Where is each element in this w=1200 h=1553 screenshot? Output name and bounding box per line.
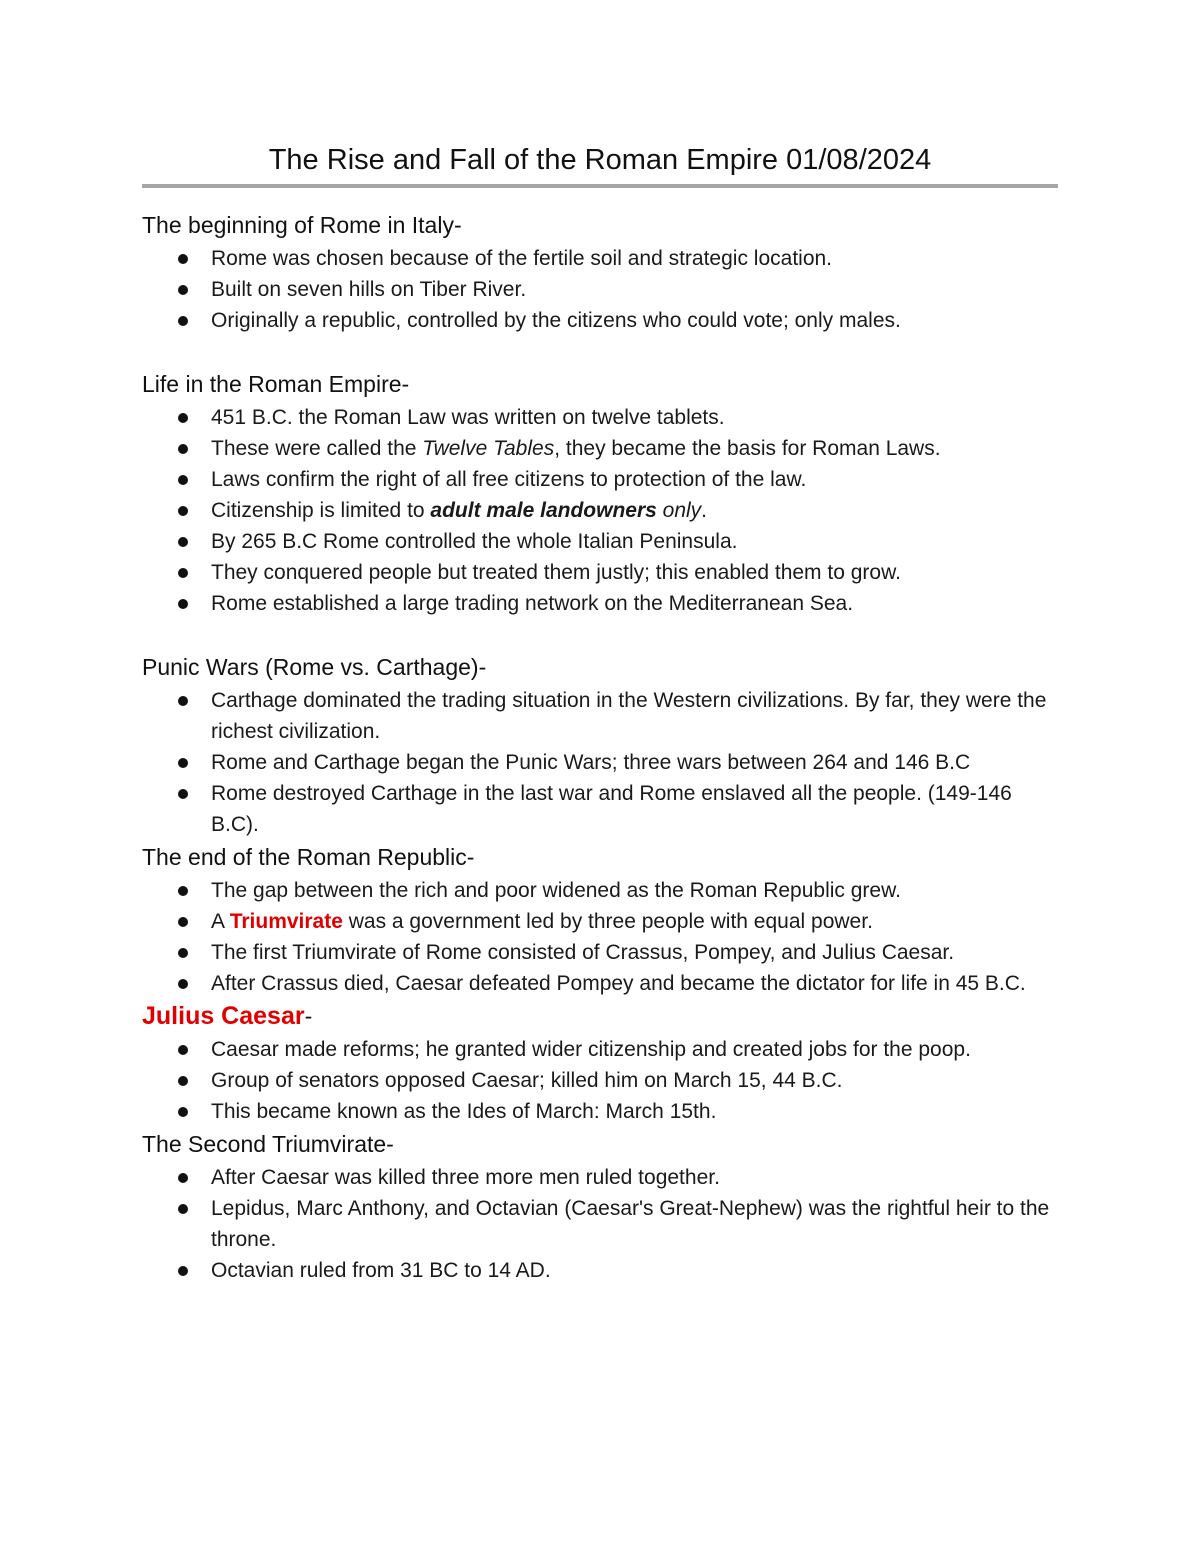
section-second-triumvirate xyxy=(142,1129,1058,1286)
bullet-list xyxy=(142,1034,1058,1127)
list-item-text: 451 B.C. the Roman Law was written on twelve tablets. xyxy=(211,406,725,429)
bullet-icon xyxy=(178,475,188,485)
list-item-text: Group of senators opposed Caesar; killed him on March 15, 44 B.C. xyxy=(211,1069,843,1092)
list-item-text: Laws confirm the right of all free citizens to protection of the law. xyxy=(211,468,807,491)
list-item-text-highlight: Triumvirate xyxy=(229,910,343,933)
section-heading-text: Julius Caesar xyxy=(142,1002,305,1030)
list-item xyxy=(142,968,1058,999)
section-heading-dash: - xyxy=(304,1003,313,1029)
list-item-text-pre: These were called the xyxy=(211,437,423,460)
bullet-icon xyxy=(178,1076,188,1086)
list-item-text: Carthage dominated the trading situation in the Western civilizations. By far, they were the richest civilization. xyxy=(211,689,1047,743)
bullet-icon xyxy=(178,537,188,547)
bullet-icon xyxy=(178,758,188,768)
list-item-text-post: . xyxy=(701,499,708,522)
list-item xyxy=(142,274,1058,305)
bullet-icon xyxy=(178,1045,188,1055)
list-item-text: Octavian ruled from 31 BC to 14 AD. xyxy=(211,1259,551,1282)
list-item-text-italic: only xyxy=(656,499,702,522)
section-heading-text: The beginning of Rome in Italy xyxy=(142,212,454,238)
section-heading-dash: - xyxy=(478,654,487,680)
list-item xyxy=(142,1034,1058,1065)
page-title: The Rise and Fall of the Roman Empire 01/08/2024 xyxy=(268,144,932,176)
section-heading-dash: - xyxy=(386,1131,394,1157)
list-item-text: After Crassus died, Caesar defeated Pompey and became the dictator for life in 45 B.C. xyxy=(211,972,1026,995)
list-item-text: After Caesar was killed three more men ruled together. xyxy=(211,1166,720,1189)
bullet-icon xyxy=(178,413,188,423)
list-item-text: Rome established a large trading network on the Mediterranean Sea. xyxy=(211,592,854,615)
list-item xyxy=(142,402,1058,433)
section-end-of-republic xyxy=(142,842,1058,999)
section-punic-wars xyxy=(142,652,1058,840)
section-heading-dash: - xyxy=(401,371,410,397)
list-item-text: Caesar made reforms; he granted wider citizenship and created jobs for the poop. xyxy=(211,1038,971,1061)
list-item-text-post: , they became the basis for Roman Laws. xyxy=(554,437,941,460)
list-item-text: The gap between the rich and poor widened as the Roman Republic grew. xyxy=(211,879,901,902)
bullet-list xyxy=(142,685,1058,840)
list-item-text-pre: A xyxy=(211,910,230,933)
list-item xyxy=(142,588,1058,619)
list-item-text: By 265 B.C Rome controlled the whole Italian Peninsula. xyxy=(211,530,738,553)
bullet-icon xyxy=(178,979,188,989)
section-heading xyxy=(142,369,1058,400)
bullet-list xyxy=(142,402,1058,619)
list-item xyxy=(142,464,1058,495)
bullet-list xyxy=(142,875,1058,999)
list-item-text: Originally a republic, controlled by the citizens who could vote; only males. xyxy=(211,309,901,332)
bullet-icon xyxy=(178,599,188,609)
bullet-list xyxy=(142,243,1058,336)
list-item xyxy=(142,557,1058,588)
list-item xyxy=(142,433,1058,464)
list-item xyxy=(142,778,1058,840)
section-heading xyxy=(142,842,1058,873)
section-heading xyxy=(142,1129,1058,1160)
bullet-list xyxy=(142,1162,1058,1286)
bullet-icon xyxy=(178,285,188,295)
list-item xyxy=(142,1255,1058,1286)
section-julius-caesar xyxy=(142,1001,1058,1127)
bullet-icon xyxy=(178,1266,188,1276)
list-item-text: They conquered people but treated them justly; this enabled them to grow. xyxy=(211,561,901,584)
bullet-icon xyxy=(178,1107,188,1117)
list-item xyxy=(142,305,1058,336)
title-divider xyxy=(142,184,1058,188)
list-item xyxy=(142,906,1058,937)
section-heading xyxy=(142,1001,1058,1032)
section-heading-dash: - xyxy=(466,844,475,870)
bullet-icon xyxy=(178,1173,188,1183)
list-item xyxy=(142,747,1058,778)
list-item xyxy=(142,1193,1058,1255)
list-item-text: Rome destroyed Carthage in the last war and Rome enslaved all the people. (149-146 B.C). xyxy=(211,782,1012,836)
bullet-icon xyxy=(178,1204,188,1214)
bullet-icon xyxy=(178,254,188,264)
list-item xyxy=(142,526,1058,557)
section-heading-text: Punic Wars (Rome vs. Carthage) xyxy=(142,654,479,680)
list-item xyxy=(142,1096,1058,1127)
bullet-icon xyxy=(178,789,188,799)
section-heading-text: The end of the Roman Republic xyxy=(142,844,467,870)
list-item-text-post: was a government led by three people with equal power. xyxy=(342,910,873,933)
section-life-in-roman-empire xyxy=(142,369,1058,619)
section-heading xyxy=(142,210,1058,241)
list-item xyxy=(142,685,1058,747)
bullet-icon xyxy=(178,948,188,958)
list-item xyxy=(142,243,1058,274)
list-item-text-bold-italic: adult male landowners xyxy=(430,499,657,522)
section-heading-text: Life in the Roman Empire xyxy=(142,371,402,397)
list-item xyxy=(142,937,1058,968)
bullet-icon xyxy=(178,506,188,516)
list-item xyxy=(142,1162,1058,1193)
bullet-icon xyxy=(178,316,188,326)
section-heading-text: The Second Triumvirate xyxy=(142,1131,387,1157)
section-heading-dash: - xyxy=(453,212,462,238)
list-item xyxy=(142,495,1058,526)
list-item-text: Built on seven hills on Tiber River. xyxy=(211,278,527,301)
bullet-icon xyxy=(178,696,188,706)
bullet-icon xyxy=(178,917,188,927)
list-item-text: Rome was chosen because of the fertile soil and strategic location. xyxy=(211,247,833,270)
list-item-text-italic: Twelve Tables xyxy=(422,437,555,460)
document-page xyxy=(142,138,1058,1286)
section-heading xyxy=(142,652,1058,683)
list-item-text-pre: Citizenship is limited to xyxy=(211,499,431,522)
list-item-text: This became known as the Ides of March: March 15th. xyxy=(211,1100,717,1123)
list-item xyxy=(142,875,1058,906)
bullet-icon xyxy=(178,568,188,578)
list-item-text: Lepidus, Marc Anthony, and Octavian (Caesar's Great-Nephew) was the rightful heir to the throne. xyxy=(211,1197,1050,1251)
list-item-text: The first Triumvirate of Rome consisted of Crassus, Pompey, and Julius Caesar. xyxy=(211,941,955,964)
bullet-icon xyxy=(178,444,188,454)
list-item-text: Rome and Carthage began the Punic Wars; three wars between 264 and 146 B.C xyxy=(211,751,971,774)
bullet-icon xyxy=(178,886,188,896)
list-item xyxy=(142,1065,1058,1096)
section-beginning-of-rome xyxy=(142,210,1058,336)
